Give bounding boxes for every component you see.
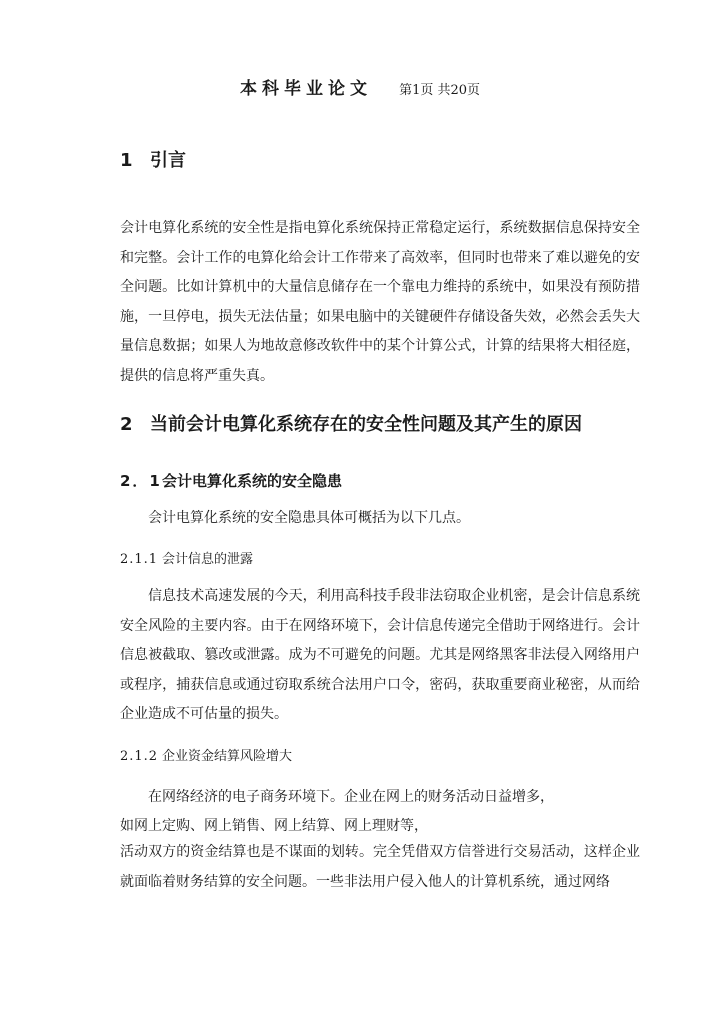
subsubsection-title: 企业资金结算风险增大	[162, 749, 293, 764]
subsection-title: 会计电算化系统的安全隐患	[162, 472, 343, 490]
subsubsection-number: 2.1.2	[120, 749, 159, 764]
section-heading-2	[120, 410, 582, 436]
section-title: 引言	[150, 150, 186, 171]
section-number: 1	[120, 150, 133, 171]
section-number: 2	[120, 414, 133, 435]
section-heading-1	[120, 146, 186, 172]
subsubsection-title: 会计信息的泄露	[162, 552, 254, 567]
paragraph-line: 如网上定购、网上销售、网上结算、网上理财等，	[120, 818, 428, 834]
section-1-paragraph: 会计电算化系统的安全性是指电算化系统保持正常稳定运行，系统数据信息保持安全和完整。会计工作的电算化给会计工作带来了高效率，但同时也带来了难以避免的安全问题。比如计算机中的大量信息储存在一个靠电力维持的系统中，如果没有预防措施，一旦停电，损失无法估量；如果电脑中的关键硬件存储设备失效，必然会丢失大量信息数据；如果人为地故意修改软件中的某个计算公式，计算的结果将大相径庭，提供的信息将严重失真。	[120, 220, 640, 384]
page-header	[0, 74, 720, 99]
subsubsection-heading-2-1-1	[120, 548, 253, 567]
page-info: 第1页 共20页	[399, 83, 481, 98]
subsection-2-1-intro: 会计电算化系统的安全隐患具体可概括为以下几点。	[148, 510, 470, 526]
subsubsection-number: 2.1.1	[120, 552, 159, 567]
paragraph-line: 在网络经济的电子商务环境下。企业在网上的财务活动日益增多，	[148, 789, 554, 805]
subsubsection-2-1-2-paragraph: 活动双方的资金结算也是不谋面的划转。完全凭借双方信誉进行交易活动，这样企业就面临着财务结算的安全问题。一些非法用户侵入他人的计算机系统，通过网络	[120, 844, 640, 890]
subsection-number: 2．1	[120, 472, 162, 490]
subsubsection-heading-2-1-2	[120, 745, 292, 764]
thesis-title: 本科毕业论文	[239, 79, 372, 99]
section-title: 当前会计电算化系统存在的安全性问题及其产生的原因	[150, 414, 582, 435]
subsubsection-2-1-1-paragraph: 信息技术高速发展的今天，利用高科技手段非法窃取企业机密，是会计信息系统安全风险的主要内容。由于在网络环境下，会计信息传递完全借助于网络进行。会计信息被截取、篡改或泄露。成为不可避免的问题。尤其是网络黑客非法侵入网络用户或程序，捕获信息或通过窃取系统合法用户口令，密码，获取重要商业秘密，从而给企业造成不可估量的损失。	[120, 588, 640, 722]
subsection-heading-2-1	[120, 470, 342, 491]
